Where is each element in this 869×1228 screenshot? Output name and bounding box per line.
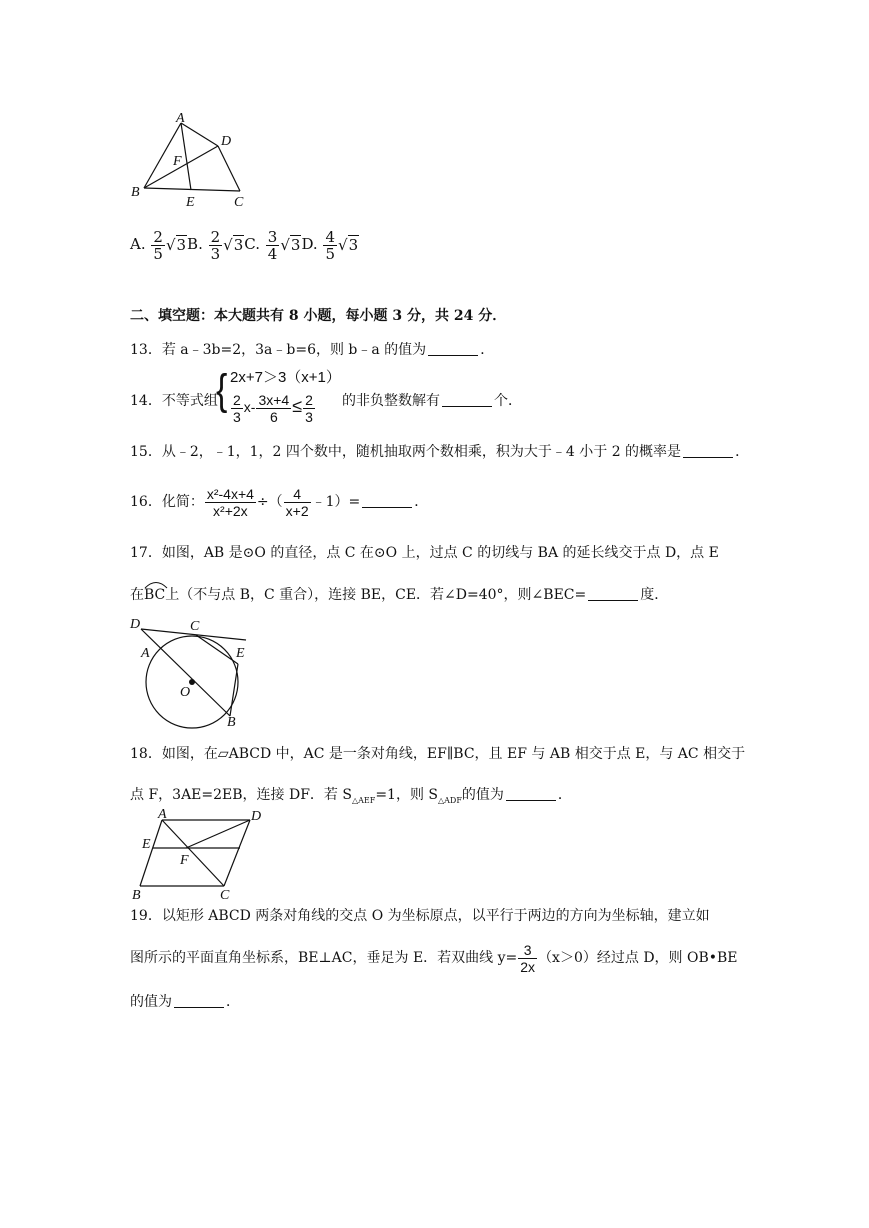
option-c-num: 3 bbox=[267, 227, 278, 246]
q18-line2-post: 的值为 bbox=[461, 787, 504, 803]
question-13 bbox=[130, 340, 494, 360]
fig12-label-b: B bbox=[131, 185, 140, 200]
q19-line3: 的值为 bbox=[130, 994, 172, 1010]
q14-suffix-wrap bbox=[342, 390, 522, 410]
q17-arc-label: BC bbox=[144, 587, 166, 603]
option-a-num: 2 bbox=[153, 227, 163, 246]
option-a-den: 5 bbox=[153, 244, 163, 263]
q14-f1-num: 2 bbox=[233, 392, 241, 408]
option-a-rad: 3 bbox=[176, 236, 187, 254]
q16-answer-blank[interactable] bbox=[362, 493, 412, 508]
option-d-num: 4 bbox=[325, 227, 336, 246]
q19-end: ． bbox=[226, 994, 240, 1010]
fig12-label-a: A bbox=[176, 111, 185, 126]
q14-suffix: 的非负整数解有 bbox=[342, 393, 440, 409]
q16-f-den: x+2 bbox=[285, 502, 309, 519]
fig12-label-d: D bbox=[221, 134, 232, 149]
fig17-label-c: C bbox=[190, 619, 200, 634]
fig12-label-e: E bbox=[186, 195, 195, 210]
fig17-label-o: O bbox=[180, 685, 191, 700]
q14-f2-num: 3x+4 bbox=[258, 392, 290, 408]
arc-symbol bbox=[144, 579, 168, 589]
q18-answer-blank[interactable] bbox=[506, 786, 556, 801]
option-d-label: D. bbox=[301, 235, 318, 253]
q17-answer-blank[interactable] bbox=[588, 586, 638, 601]
q13-answer-blank[interactable] bbox=[428, 341, 478, 356]
fig18-label-d: D bbox=[251, 809, 262, 824]
q14-leq: ≤ bbox=[292, 396, 303, 417]
q19-answer-blank[interactable] bbox=[174, 993, 224, 1008]
option-c-label: C. bbox=[244, 235, 260, 253]
q17-line2-post: 上（不与点 B，C 重合），连接 BE，CE．若∠D=40°，则∠BEC= bbox=[165, 587, 587, 603]
fig18-label-b: B bbox=[132, 888, 141, 902]
question-17-line1: 17．如图，AB 是⊙O 的直径，点 C 在⊙O 上，过点 C 的切线与 BA 的延长线交于点 D，点 E bbox=[130, 545, 719, 561]
q18-sub2: △ADF bbox=[438, 795, 462, 805]
option-d-den: 5 bbox=[325, 244, 336, 263]
section-heading: 二、填空题：本大题共有 8 小题，每小题 3 分，共 24 分． bbox=[130, 308, 507, 324]
fig18-label-e: E bbox=[142, 837, 151, 852]
circle-figure-q17 bbox=[126, 612, 256, 730]
question-14 bbox=[130, 364, 750, 434]
option-b-num: 2 bbox=[210, 227, 221, 246]
q13-end: ． bbox=[480, 342, 495, 358]
q14-line1: 2x+7＞3（x+1） bbox=[230, 369, 341, 386]
q19-line2-pre: 图所示的平面直角坐标系，BE⊥AC，垂足为 E．若双曲线 y= bbox=[130, 950, 518, 966]
parallelogram-figure-q18 bbox=[128, 806, 268, 902]
q19-f-den: 2x bbox=[520, 958, 536, 975]
q18-line2-pre: 点 F，3AE=2EB，连接 DF．若 S bbox=[130, 787, 352, 803]
triangle-figure-q12 bbox=[128, 110, 278, 210]
fig18-label-c: C bbox=[220, 888, 230, 902]
q18-end: ． bbox=[557, 787, 572, 803]
q15-end: ． bbox=[735, 444, 750, 460]
option-b-den: 3 bbox=[210, 244, 221, 263]
q14-prefix: 14．不等式组 bbox=[130, 393, 218, 409]
question-15 bbox=[130, 442, 749, 462]
question-18-line1: 18．如图，在▱ABCD 中，AC 是一条对角线，EF∥BC，且 EF 与 AB 相交于点 E，与 AC 相交于 bbox=[130, 746, 746, 762]
option-b-rad: 3 bbox=[233, 236, 244, 254]
q16-num: x²-4x+4 bbox=[206, 485, 254, 502]
fig12-label-f: F bbox=[173, 154, 182, 169]
q18-line2-mid: =1，则 S bbox=[375, 787, 438, 803]
option-c-rad: 3 bbox=[290, 236, 301, 254]
q14-f1-den: 3 bbox=[233, 409, 241, 425]
q14-f3-num: 2 bbox=[305, 392, 313, 408]
q14-answer-blank[interactable] bbox=[442, 392, 492, 407]
q13-text: 13．若 a﹣3b=2，3a﹣b=6，则 b﹣a 的值为 bbox=[130, 342, 427, 358]
q16-prefix: 16．化简： bbox=[130, 494, 204, 510]
q14-brace: { bbox=[216, 366, 228, 414]
q16-div: ÷（ bbox=[256, 494, 283, 510]
fig18-label-a: A bbox=[158, 807, 167, 822]
q18-sub1: △AEF bbox=[351, 795, 376, 805]
q16-after: ﹣1）= bbox=[311, 494, 361, 510]
fig17-label-b: B bbox=[227, 715, 236, 730]
option-c-den: 4 bbox=[267, 244, 278, 263]
q14-line2 bbox=[230, 392, 316, 425]
fig17-label-d: D bbox=[130, 617, 141, 632]
q15-text: 15．从﹣2，﹣1，1，2 四个数中，随机抽取两个数相乘，积为大于﹣4 小于 2 的概率是 bbox=[130, 444, 682, 460]
option-d-rad: 3 bbox=[348, 236, 359, 254]
option-b-label: B. bbox=[187, 235, 203, 253]
question-16 bbox=[130, 480, 428, 524]
q17-line2-pre: 在 bbox=[130, 587, 144, 603]
fig12-label-c: C bbox=[234, 195, 244, 210]
fig17-label-e: E bbox=[236, 646, 245, 661]
q14-f2-den: 6 bbox=[269, 409, 278, 425]
q16-den: x²+2x bbox=[213, 502, 248, 519]
q19-line2-post: （x＞0）经过点 D，则 OB•BE bbox=[538, 950, 738, 966]
question-19-line1: 19．以矩形 ABCD 两条对角线的交点 O 为坐标原点，以平行于两边的方向为坐标轴，建立如 bbox=[130, 908, 710, 924]
q16-end: ． bbox=[414, 494, 429, 510]
q14-mid: x- bbox=[243, 399, 256, 416]
q16-f-num: 4 bbox=[284, 486, 311, 503]
fig18-label-f: F bbox=[180, 853, 189, 868]
option-a-label: A. bbox=[130, 235, 146, 253]
q17-end: 度． bbox=[640, 587, 669, 603]
q12-options: A. $\frac{2}{5}$ √3B. $\frac{2}{3}$ √3C. $\frac{3}{4}$ √3D. $\frac{4}{5}$ √3 bbox=[130, 227, 359, 263]
q15-answer-blank[interactable] bbox=[683, 443, 733, 458]
question-17-line2 bbox=[130, 585, 668, 605]
question-19-line2 bbox=[130, 937, 738, 979]
q19-f-num: 3 bbox=[518, 942, 537, 959]
fig17-label-a: A bbox=[141, 646, 150, 661]
question-19-line3 bbox=[130, 992, 240, 1012]
q14-end: 个． bbox=[494, 393, 522, 409]
q14-f3-den: 3 bbox=[305, 409, 313, 425]
